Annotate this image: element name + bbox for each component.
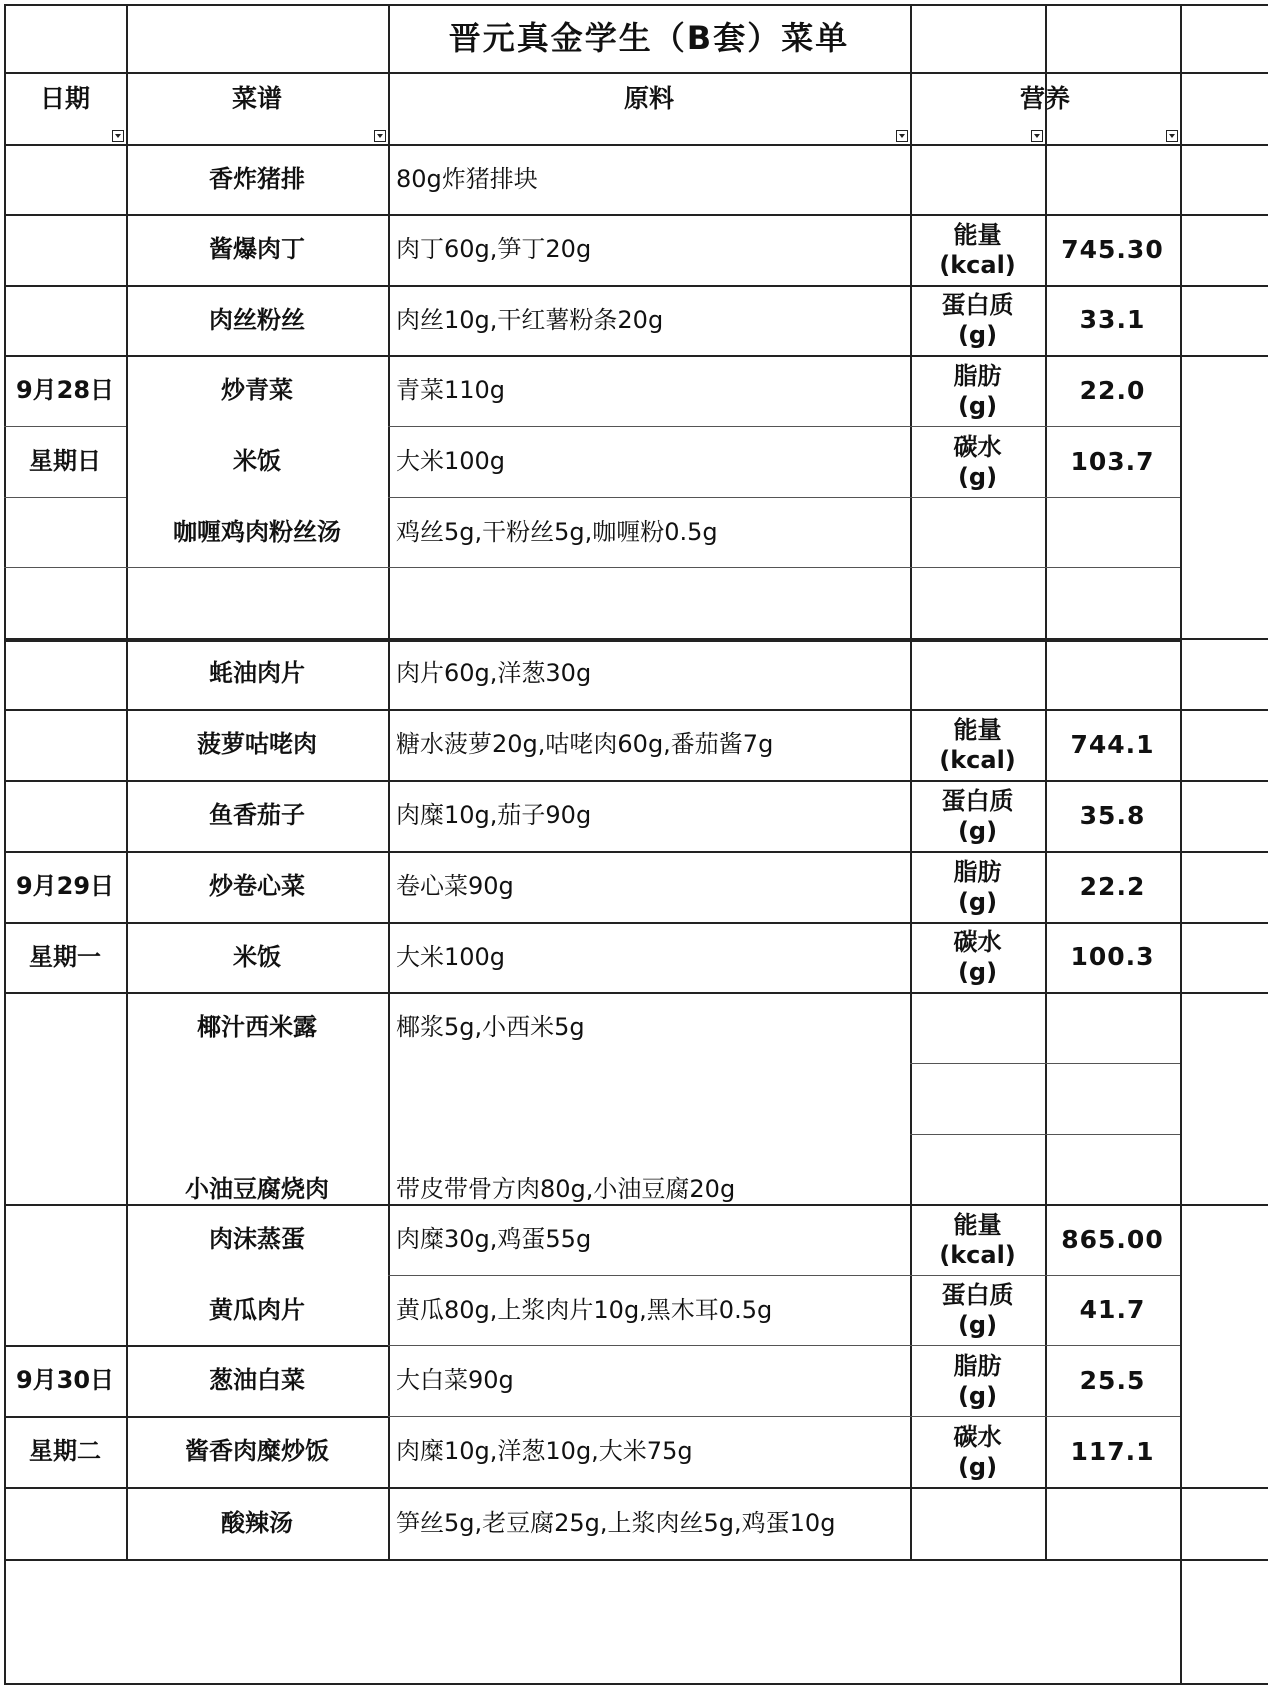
header-nutrition: 营养 xyxy=(1019,84,1070,113)
grid-line-vertical xyxy=(1180,1559,1182,1683)
nutrient-unit: (g) xyxy=(957,958,998,986)
filter-dropdown-icon[interactable] xyxy=(896,130,908,142)
nutrient-value-cell xyxy=(1045,1063,1180,1134)
dish-cell: 酱香肉糜炒饭 xyxy=(185,1437,329,1466)
nutrient-name: 脂肪 xyxy=(953,857,1002,886)
dish-cell xyxy=(126,1063,388,1134)
nutrient-label-cell xyxy=(910,1345,1045,1416)
nutrient-label-cell xyxy=(910,922,1045,992)
dish-cell: 菠萝咕咾肉 xyxy=(197,730,317,759)
grid-line-horizontal xyxy=(388,426,910,427)
ingredients-cell: 黄瓜80g,上浆肉片10g,黑木耳0.5g xyxy=(396,1295,773,1324)
grid-line-horizontal xyxy=(4,780,1268,782)
nutrient-unit: (kcal) xyxy=(939,1240,1016,1269)
nutrient-label-cell xyxy=(910,426,1045,497)
nutrient-name: 蛋白质 xyxy=(941,786,1014,815)
grid-line-horizontal xyxy=(4,640,1180,642)
nutrient-value-cell: 744.1 xyxy=(1070,729,1155,759)
nutrient-name: 碳水 xyxy=(953,1422,1002,1451)
nutrient-name: 能量 xyxy=(953,220,1002,249)
dish-cell: 鱼香茄子 xyxy=(209,801,305,830)
nutrient-unit: (g) xyxy=(957,816,998,845)
date-cell: 9月29日 xyxy=(15,872,115,901)
nutrient-unit: (g) xyxy=(957,1311,998,1339)
nutrient-label-cell xyxy=(910,638,1045,709)
nutrient-value-cell xyxy=(1045,144,1180,214)
ingredients-cell: 笋丝5g,老豆腐25g,上浆肉丝5g,鸡蛋10g xyxy=(396,1508,836,1537)
nutrient-unit: (g) xyxy=(957,391,998,420)
date-cell xyxy=(4,1063,126,1134)
nutrient-value-cell: 865.00 xyxy=(1061,1224,1164,1254)
nutrient-label-cell xyxy=(910,214,1045,285)
nutrient-value-cell: 22.0 xyxy=(1079,375,1146,405)
nutrient-name: 能量 xyxy=(953,1210,1002,1239)
header-dish: 菜谱 xyxy=(231,84,282,113)
nutrient-unit: (g) xyxy=(957,887,998,916)
dish-cell: 炒卷心菜 xyxy=(209,872,305,901)
ingredients-cell: 肉糜10g,洋葱10g,大米75g xyxy=(396,1437,693,1466)
grid-line-horizontal xyxy=(910,1063,1180,1064)
grid-line-horizontal xyxy=(4,214,1268,216)
nutrient-label-cell xyxy=(910,567,1045,638)
dish-cell: 椰汁西米露 xyxy=(197,1013,317,1042)
grid-line-horizontal xyxy=(910,1134,1180,1135)
date-cell xyxy=(4,780,126,851)
nutrient-unit: (g) xyxy=(957,1381,998,1410)
date-cell: 星期日 xyxy=(29,447,101,476)
grid-line-horizontal xyxy=(4,1487,1268,1489)
date-cell xyxy=(4,285,126,355)
nutrient-unit: (g) xyxy=(957,1452,998,1481)
dish-cell: 小油豆腐烧肉 xyxy=(185,1174,329,1203)
dish-cell: 蚝油肉片 xyxy=(209,659,305,688)
grid-line-horizontal xyxy=(4,1204,1268,1206)
dish-cell: 黄瓜肉片 xyxy=(209,1295,305,1324)
nutrient-name: 碳水 xyxy=(953,432,1002,461)
nutrient-value-cell: 22.2 xyxy=(1079,871,1146,901)
nutrient-value-cell: 25.5 xyxy=(1079,1365,1146,1395)
nutrient-name: 碳水 xyxy=(953,928,1002,956)
grid-line-horizontal xyxy=(4,355,1268,357)
grid-line-horizontal xyxy=(4,426,126,427)
nutrient-label-cell xyxy=(910,851,1045,922)
nutrient-label-cell xyxy=(910,1204,1045,1275)
ingredients-cell: 肉丝10g,干红薯粉条20g xyxy=(396,305,664,334)
nutrient-label-cell xyxy=(910,709,1045,780)
ingredients-cell: 椰浆5g,小西米5g xyxy=(396,1013,585,1042)
date-cell: 星期一 xyxy=(29,942,101,971)
dish-cell: 酸辣汤 xyxy=(221,1508,293,1537)
nutrient-label-cell xyxy=(910,1063,1045,1134)
grid-line-horizontal xyxy=(4,567,1180,568)
filter-dropdown-icon[interactable] xyxy=(1166,130,1178,142)
ingredients-cell: 肉丁60g,笋丁20g xyxy=(396,235,592,264)
ingredients-cell: 鸡丝5g,干粉丝5g,咖喱粉0.5g xyxy=(396,517,718,546)
ingredients-cell: 青菜110g xyxy=(396,376,506,405)
ingredients-cell xyxy=(388,567,910,638)
nutrient-value-cell: 33.1 xyxy=(1079,305,1146,334)
nutrient-unit: (g) xyxy=(957,462,998,491)
nutrient-value-cell xyxy=(1045,992,1180,1063)
nutrient-label-cell xyxy=(910,1487,1045,1559)
nutrient-unit: (kcal) xyxy=(939,745,1016,774)
nutrient-value-cell xyxy=(1045,1134,1180,1204)
nutrient-label-cell xyxy=(910,992,1045,1063)
date-cell xyxy=(4,638,126,709)
grid-line-vertical xyxy=(4,1559,6,1683)
ingredients-cell: 带皮带骨方肉80g,小油豆腐20g xyxy=(396,1174,736,1203)
grid-line-horizontal xyxy=(4,497,126,498)
dish-cell: 肉丝粉丝 xyxy=(209,305,305,334)
nutrient-label-cell xyxy=(910,144,1045,214)
grid-line-horizontal xyxy=(388,1345,1180,1346)
grid-line-horizontal xyxy=(4,1416,388,1418)
grid-line-horizontal xyxy=(4,285,1268,287)
ingredients-cell: 肉片60g,洋葱30g xyxy=(396,659,592,688)
date-cell: 9月28日 xyxy=(15,376,115,405)
nutrient-unit: (g) xyxy=(957,321,998,349)
nutrient-name: 蛋白质 xyxy=(941,291,1014,319)
ingredients-cell: 肉糜10g,茄子90g xyxy=(396,801,592,830)
grid-line-horizontal xyxy=(910,497,1180,498)
ingredients-cell: 80g炸猪排块 xyxy=(396,164,538,193)
dish-cell: 米饭 xyxy=(233,942,281,971)
grid-line-horizontal xyxy=(4,144,1268,146)
nutrient-value-cell: 103.7 xyxy=(1070,446,1155,476)
date-cell: 9月30日 xyxy=(15,1366,115,1395)
grid-line-horizontal xyxy=(4,709,1268,711)
ingredients-cell: 大米100g xyxy=(396,942,506,971)
dish-cell: 炒青菜 xyxy=(221,376,293,405)
header-ingredients: 原料 xyxy=(623,84,674,113)
grid-line-horizontal xyxy=(910,426,1180,427)
nutrient-name: 蛋白质 xyxy=(941,1281,1014,1309)
dish-cell xyxy=(126,567,388,638)
date-cell xyxy=(4,567,126,638)
grid-line-horizontal xyxy=(388,497,910,498)
grid-line-horizontal xyxy=(4,992,1268,994)
nutrient-value-cell: 745.30 xyxy=(1061,234,1164,264)
date-cell xyxy=(4,1204,126,1275)
nutrient-label-cell xyxy=(910,497,1045,567)
filter-dropdown-icon[interactable] xyxy=(112,130,124,142)
ingredients-cell xyxy=(388,1063,910,1134)
date-cell xyxy=(4,497,126,567)
date-cell xyxy=(4,1487,126,1559)
filter-dropdown-icon[interactable] xyxy=(1031,130,1043,142)
nutrient-value-cell xyxy=(1045,567,1180,638)
ingredients-cell: 大白菜90g xyxy=(396,1366,514,1395)
date-cell xyxy=(4,144,126,214)
grid-line-horizontal xyxy=(388,1275,1180,1276)
dish-cell: 香炸猪排 xyxy=(209,164,305,193)
grid-line-horizontal xyxy=(4,4,1268,6)
nutrient-value-cell: 100.3 xyxy=(1070,942,1155,971)
dish-cell: 肉沫蒸蛋 xyxy=(209,1225,305,1254)
nutrient-label-cell xyxy=(910,355,1045,426)
nutrient-label-cell xyxy=(910,1134,1045,1204)
nutrient-value-cell: 41.7 xyxy=(1079,1295,1146,1324)
header-date: 日期 xyxy=(39,84,90,113)
date-cell xyxy=(4,992,126,1063)
nutrient-label-cell xyxy=(910,780,1045,851)
grid-line-horizontal xyxy=(388,1416,1180,1417)
grid-line-horizontal xyxy=(4,72,1268,74)
nutrient-value-cell: 35.8 xyxy=(1079,800,1146,830)
menu-sheet xyxy=(4,4,1268,1683)
ingredients-cell: 肉糜30g,鸡蛋55g xyxy=(396,1225,592,1254)
dish-cell: 咖喱鸡肉粉丝汤 xyxy=(173,517,341,546)
dish-cell: 米饭 xyxy=(233,447,281,476)
menu-title: 晋元真金学生（B套）菜单 xyxy=(448,18,850,57)
date-cell xyxy=(4,709,126,780)
nutrient-name: 脂肪 xyxy=(953,1351,1002,1380)
nutrient-unit: (kcal) xyxy=(939,250,1016,279)
grid-line-horizontal xyxy=(4,1559,1268,1561)
nutrient-label-cell xyxy=(910,285,1045,355)
nutrient-value-cell xyxy=(1045,638,1180,709)
filter-dropdown-icon[interactable] xyxy=(374,130,386,142)
nutrient-label-cell xyxy=(910,1416,1045,1487)
grid-line-horizontal xyxy=(4,1345,388,1347)
date-cell: 星期二 xyxy=(29,1437,101,1466)
nutrient-value-cell: 117.1 xyxy=(1070,1436,1155,1466)
nutrient-name: 能量 xyxy=(953,715,1002,744)
nutrient-value-cell xyxy=(1045,1487,1180,1559)
dish-cell: 酱爆肉丁 xyxy=(209,235,305,264)
nutrient-name: 脂肪 xyxy=(953,361,1002,390)
date-cell xyxy=(4,1275,126,1345)
grid-line-horizontal xyxy=(4,851,1268,853)
dish-cell: 葱油白菜 xyxy=(209,1366,305,1395)
date-cell xyxy=(4,214,126,285)
grid-line-horizontal xyxy=(4,922,1268,924)
ingredients-cell: 糖水菠萝20g,咕咾肉60g,番茄酱7g xyxy=(396,730,774,759)
nutrient-value-cell xyxy=(1045,497,1180,567)
nutrient-label-cell xyxy=(910,1275,1045,1345)
ingredients-cell: 大米100g xyxy=(396,447,506,476)
ingredients-cell: 卷心菜90g xyxy=(396,872,514,901)
